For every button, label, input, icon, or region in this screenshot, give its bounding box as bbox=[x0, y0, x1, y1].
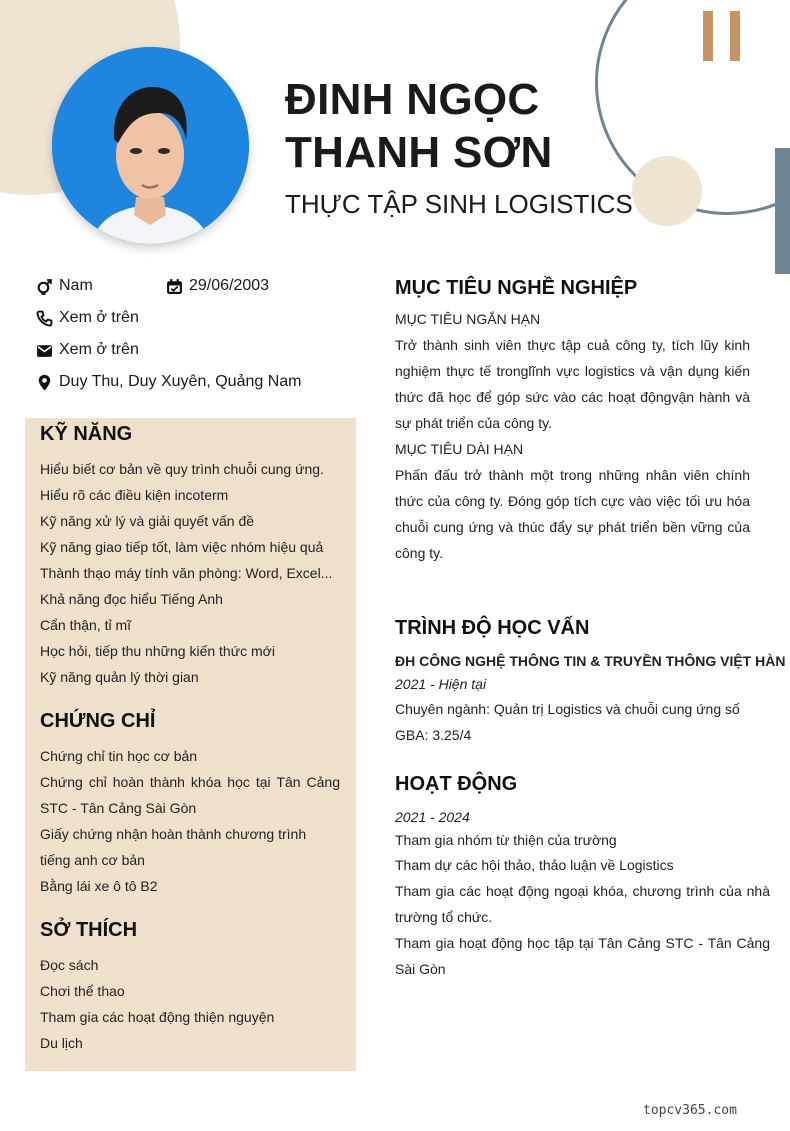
gender-value: Nam bbox=[59, 277, 93, 294]
skill-item: Kỹ năng xử lý và giải quyết vấn đề bbox=[40, 513, 255, 529]
decor-cream-dot bbox=[632, 156, 702, 226]
short-term-label: MỤC TIÊU NGẮN HẠN bbox=[395, 311, 541, 327]
name-line-2: THANH SƠN bbox=[285, 128, 553, 177]
portrait-illustration bbox=[52, 47, 249, 244]
hobby-item: Chơi thể thao bbox=[40, 983, 125, 999]
certificate-item: Chứng chỉ tin học cơ bản bbox=[40, 748, 198, 764]
certificate-item: Chứng chỉ hoàn thành khóa học tại Tân Cảng STC - Tân Cảng Sài Gòn bbox=[40, 774, 340, 816]
gender-icon bbox=[36, 278, 53, 295]
activity-item: Tham gia nhóm từ thiện của trường bbox=[395, 832, 617, 848]
skills-title: KỸ NĂNG bbox=[40, 423, 133, 445]
skill-item: Kỹ năng giao tiếp tốt, làm việc nhóm hiệu quả bbox=[40, 539, 324, 555]
decor-slate-bar bbox=[775, 148, 790, 274]
birthdate-value: 29/06/2003 bbox=[189, 277, 270, 294]
hobby-item: Tham gia các hoạt động thiện nguyện bbox=[40, 1009, 275, 1025]
hobby-item: Đọc sách bbox=[40, 957, 99, 973]
activities-title: HOẠT ĐỘNG bbox=[395, 773, 518, 795]
education-period: 2021 - Hiện tại bbox=[395, 676, 487, 692]
address-row bbox=[36, 373, 302, 391]
name-line-1: ĐINH NGỌC bbox=[285, 75, 540, 124]
phone-value: Xem ở trên bbox=[59, 309, 139, 326]
job-title: THỰC TẬP SINH LOGISTICS bbox=[285, 189, 633, 219]
address-value: Duy Thu, Duy Xuyên, Quảng Nam bbox=[59, 373, 302, 390]
skill-item: Học hỏi, tiếp thu những kiến thức mới bbox=[40, 643, 275, 659]
activity-item: Tham dự các hội thảo, thảo luận về Logistics bbox=[395, 857, 674, 873]
hobby-item: Du lịch bbox=[40, 1035, 83, 1051]
skill-item: Thành thạo máy tính văn phòng: Word, Excel... bbox=[40, 565, 333, 581]
decor-bar-left bbox=[703, 11, 713, 61]
objective-title: MỤC TIÊU NGHỀ NGHIỆP bbox=[395, 277, 638, 299]
phone-icon bbox=[36, 310, 53, 327]
certificates-title: CHỨNG CHỈ bbox=[40, 710, 156, 732]
activity-item: Tham gia các hoạt động ngoại khóa, chương trình của nhà trường tổ chức. bbox=[395, 883, 770, 925]
skill-item: Hiểu biết cơ bản về quy trình chuỗi cung ứng. bbox=[40, 461, 324, 477]
phone-row bbox=[36, 309, 139, 327]
email-value: Xem ở trên bbox=[59, 341, 139, 358]
long-term-text: Phấn đấu trở thành một trong những nhân viên chính thức của công ty. Đóng góp tích cực vào việc tối ưu hóa chuỗi cung ứng và thúc đẩy sự phát triển bền vững của công ty. bbox=[395, 467, 750, 561]
location-pin-icon bbox=[36, 374, 53, 391]
candidate-name bbox=[285, 73, 553, 179]
long-term-label: MỤC TIÊU DÀI HẠN bbox=[395, 441, 524, 457]
certificate-item: Bằng lái xe ô tô B2 bbox=[40, 878, 158, 894]
activity-item: Tham gia hoạt động học tập tại Tân Cảng STC - Tân Cảng Sài Gòn bbox=[395, 935, 770, 977]
calendar-icon bbox=[166, 278, 183, 295]
certificate-item: Giấy chứng nhận hoàn thành chương trình tiếng anh cơ bản bbox=[40, 826, 307, 868]
skill-item: Khả năng đọc hiểu Tiếng Anh bbox=[40, 591, 223, 607]
education-title: TRÌNH ĐỘ HỌC VẤN bbox=[395, 617, 590, 639]
school-name: ĐH CÔNG NGHỆ THÔNG TIN & TRUYỀN THÔNG VIỆT HÀN bbox=[395, 653, 786, 669]
activities-period: 2021 - 2024 bbox=[395, 809, 470, 825]
decor-bar-right bbox=[730, 11, 740, 61]
email-row bbox=[36, 341, 139, 359]
gender-row bbox=[36, 277, 93, 295]
birthdate-row bbox=[166, 277, 269, 295]
avatar bbox=[52, 47, 249, 244]
education-gpa: GBA: 3.25/4 bbox=[395, 727, 472, 743]
footer-watermark: topcv365.com bbox=[643, 1103, 737, 1118]
skill-item: Hiểu rõ các điều kiện incoterm bbox=[40, 487, 229, 503]
skill-item: Cẩn thận, tỉ mĩ bbox=[40, 617, 132, 633]
education-major: Chuyên ngành: Quản trị Logistics và chuỗi cung ứng số bbox=[395, 701, 740, 717]
skill-item: Kỹ năng quản lý thời gian bbox=[40, 669, 199, 685]
envelope-icon bbox=[36, 342, 53, 359]
hobbies-title: SỞ THÍCH bbox=[40, 919, 138, 941]
short-term-text: Trở thành sinh viên thực tập cuả công ty, tích lũy kinh nghiệm thực tế tronglĩnh vực logistics và vận dụng kiến thức đã học để góp sức vào các hoạt độngvận hành và sự phát triển của công ty. bbox=[395, 337, 750, 431]
